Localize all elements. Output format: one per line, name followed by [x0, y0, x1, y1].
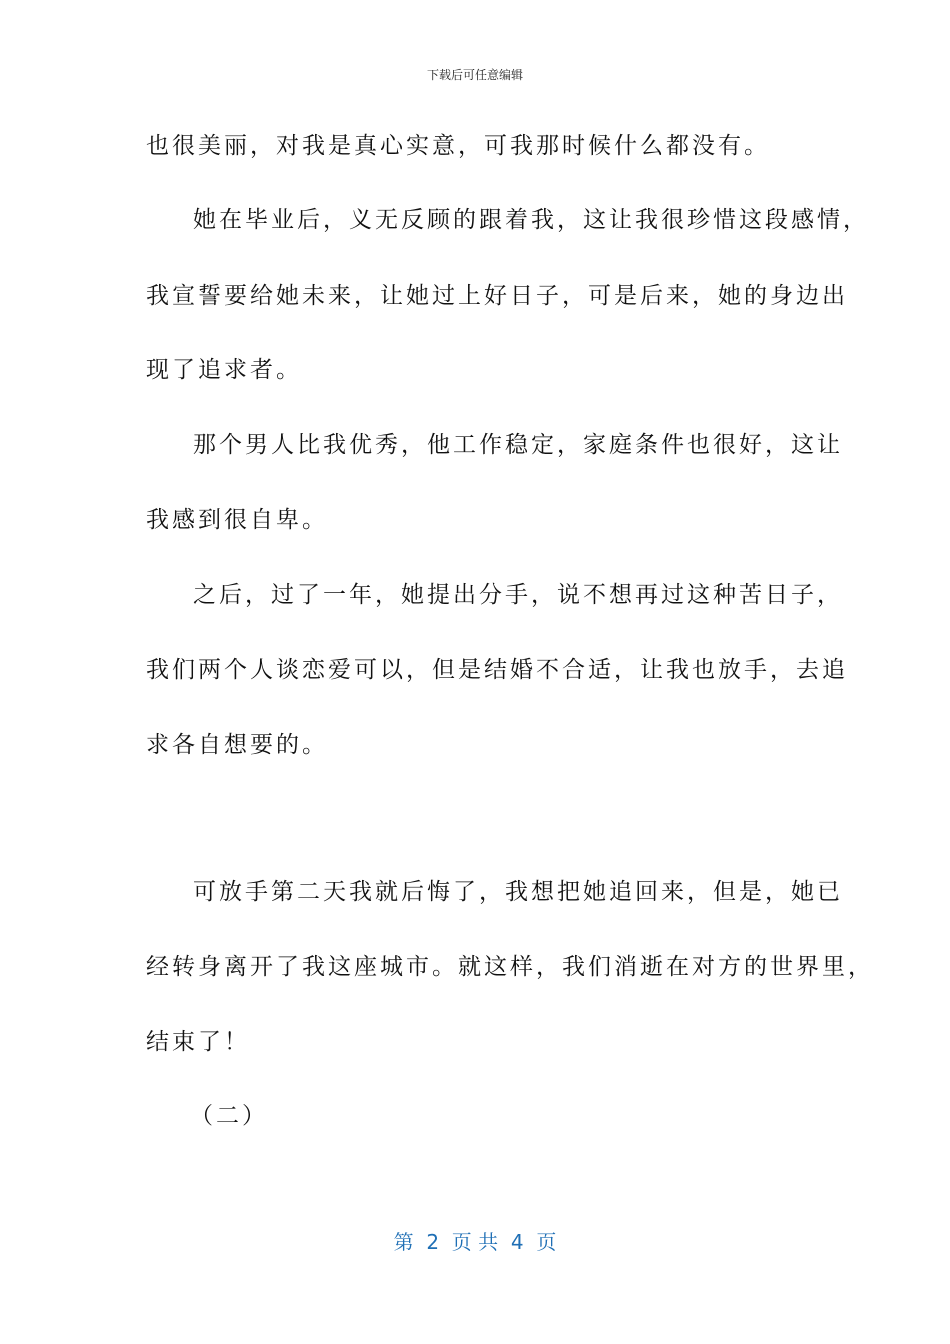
- text-line: 可放手第二天我就后悔了，我想把她追回来，但是，她已: [193, 879, 843, 905]
- text-line: 那个男人比我优秀，他工作稳定，家庭条件也很好，这让: [193, 432, 843, 458]
- page-number-footer: 第 2 页 共 4 页: [393, 1230, 557, 1254]
- page-header: 下载后可任意编辑: [426, 68, 523, 82]
- text-line: 我感到很自卑。: [146, 507, 328, 533]
- text-line: 我们两个人谈恋爱可以，但是结婚不合适，让我也放手，去追: [146, 657, 848, 683]
- section-heading: （二）: [190, 1103, 268, 1129]
- text-line: 现了追求者。: [146, 357, 302, 383]
- text-line: 我宣誓要给她未来，让她过上好日子，可是后来，她的身边出: [146, 283, 848, 309]
- text-line: 之后，过了一年，她提出分手，说不想再过这种苦日子，: [193, 582, 843, 608]
- text-line: 求各自想要的。: [146, 732, 328, 758]
- text-line: 经转身离开了我这座城市。就这样，我们消逝在对方的世界里，: [146, 954, 874, 980]
- text-line: 结束了！: [146, 1029, 250, 1055]
- text-line: 也很美丽，对我是真心实意，可我那时候什么都没有。: [146, 133, 770, 159]
- text-line: 她在毕业后，义无反顾的跟着我，这让我很珍惜这段感情，: [193, 207, 869, 233]
